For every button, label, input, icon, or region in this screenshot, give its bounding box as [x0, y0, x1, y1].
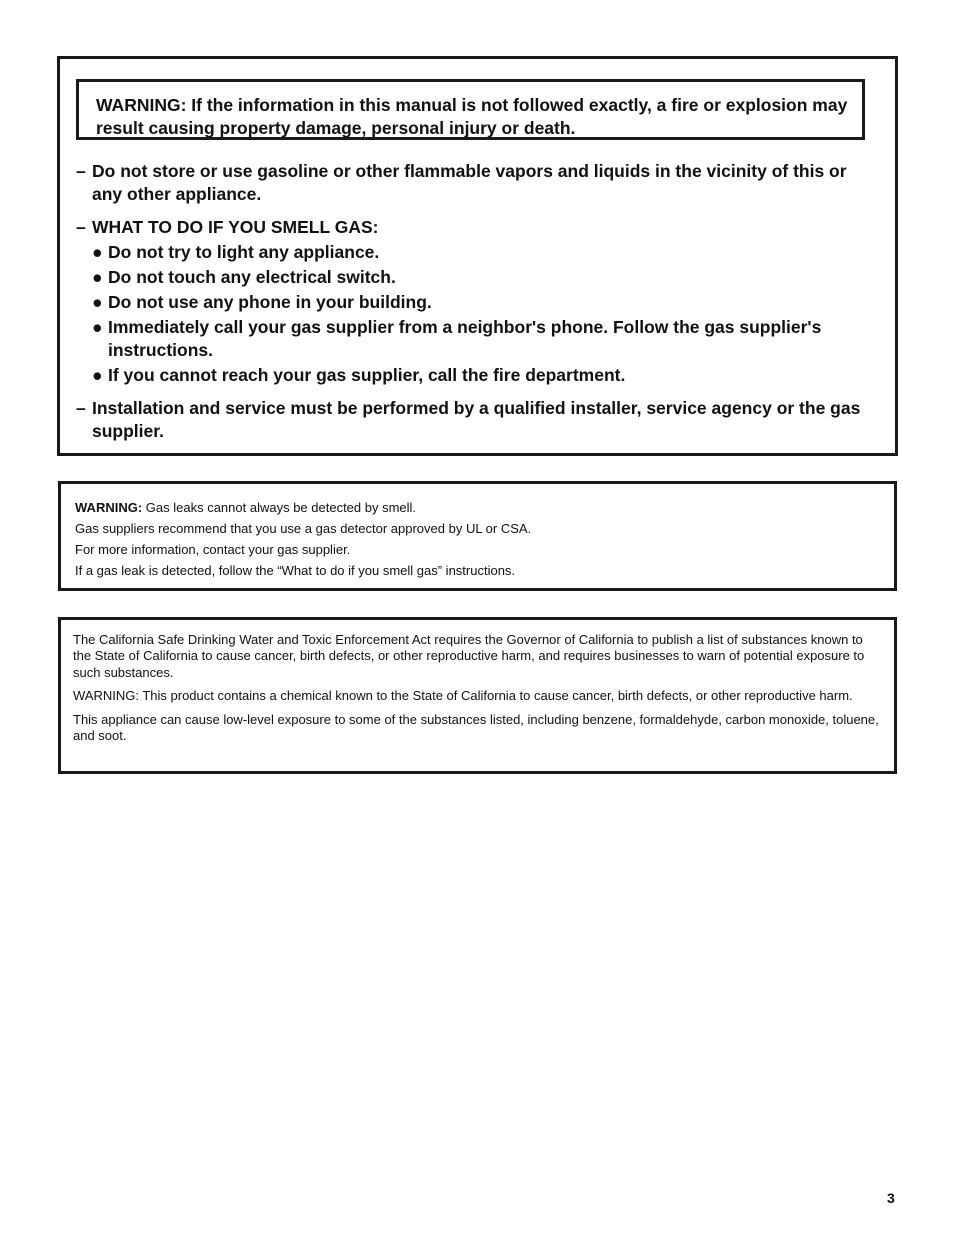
list-item	[92, 364, 881, 387]
prop65-act-paragraph: The California Safe Drinking Water and Toxic Enforcement Act requires the Governor of California to publish a list of substances known to the State of California to cause cancer, birth defects, or other reproductive harm, and requires businesses to warn of potential exposure to such substances.	[73, 632, 865, 680]
bullet-icon: ●	[92, 242, 103, 262]
california-prop65-box	[58, 617, 897, 774]
leak-detected-note: If a gas leak is detected, follow the “What to do if you smell gas” instructions.	[75, 563, 516, 578]
california-prop65-text	[73, 632, 881, 752]
smell-gas-step: Do not try to light any appliance.	[108, 242, 380, 262]
bullet-icon: ●	[92, 267, 103, 287]
gas-leak-text	[75, 497, 531, 581]
list-item	[76, 397, 881, 443]
list-item	[92, 291, 881, 314]
contact-supplier-note: For more information, contact your gas supplier.	[75, 542, 351, 557]
list-item	[92, 266, 881, 289]
smell-gas-steps	[92, 241, 881, 387]
gas-safety-instructions	[76, 160, 881, 443]
bullet-icon: ●	[92, 317, 103, 337]
prop65-exposure-paragraph: This appliance can cause low-level exposure to some of the substances listed, including benzene, formaldehyde, carbon monoxide, toluene, and soot.	[73, 712, 879, 744]
list-item	[92, 316, 881, 362]
prop65-warning-paragraph: WARNING: This product contains a chemical known to the State of California to cause cancer, birth defects, or other reproductive harm.	[73, 688, 853, 704]
gas-leak-detection-box	[58, 481, 897, 591]
smell-gas-step: Do not touch any electrical switch.	[108, 267, 396, 287]
bullet-icon: ●	[92, 365, 103, 385]
qualified-installer-instruction: Installation and service must be performed by a qualified installer, service agency or the gas supplier.	[92, 398, 861, 441]
page-number: 3	[887, 1190, 895, 1206]
gas-leak-line	[75, 497, 531, 518]
dash-marker: –	[76, 217, 86, 237]
smell-gas-step: Immediately call your gas supplier from a neighbor's phone. Follow the gas supplier's instructions.	[108, 317, 822, 360]
smell-gas-heading: WHAT TO DO IF YOU SMELL GAS:	[92, 217, 379, 237]
gas-leak-warning-text: Gas leaks cannot always be detected by smell.	[142, 500, 417, 515]
smell-gas-step: Do not use any phone in your building.	[108, 292, 432, 312]
smell-gas-step: If you cannot reach your gas supplier, call the fire department.	[108, 365, 626, 385]
list-item	[76, 160, 881, 206]
bullet-icon: ●	[92, 292, 103, 312]
dash-marker: –	[76, 398, 86, 418]
list-item	[76, 216, 881, 387]
warning-label: WARNING:	[75, 500, 143, 515]
dash-marker: –	[76, 161, 86, 181]
gas-detector-recommendation: Gas suppliers recommend that you use a gas detector approved by UL or CSA.	[75, 521, 532, 536]
list-item	[92, 241, 881, 264]
flammable-vapors-instruction: Do not store or use gasoline or other flammable vapors and liquids in the vicinity of this or any other appliance.	[92, 161, 847, 204]
fire-explosion-warning-banner: WARNING: If the information in this manual is not followed exactly, a fire or explosion may result causing property damage, personal injury or death.	[76, 79, 865, 140]
gas-safety-warning-box	[57, 56, 898, 456]
